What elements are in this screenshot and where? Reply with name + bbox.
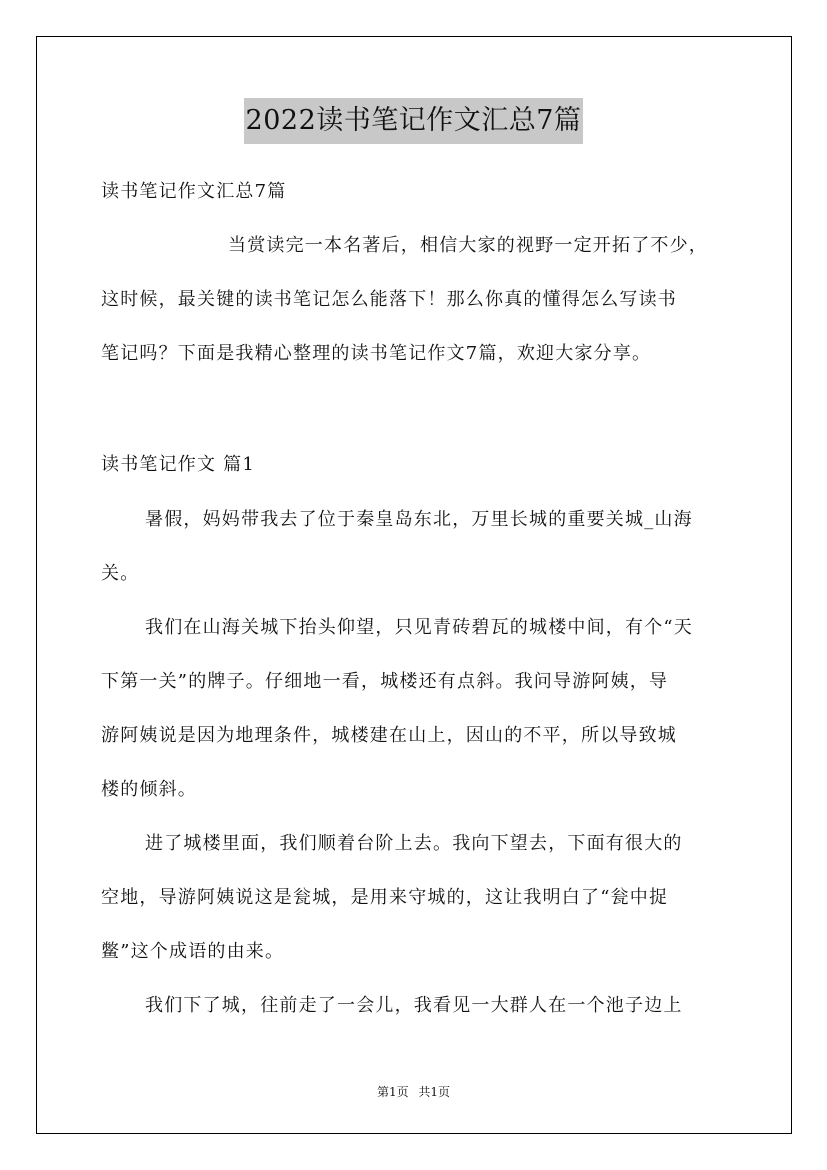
page-number: 第1页 <box>376 1085 409 1099</box>
body-line-10: 我们下了城，往前走了一会儿，我看见一大群人在一个池子边上 <box>145 995 683 1016</box>
page-footer <box>0 1083 827 1101</box>
title-container <box>0 98 827 144</box>
intro-line-1: 当赏读完一本名著后，相信大家的视野一定开拓了不少， <box>228 235 708 256</box>
body-line-3: 我们在山海关城下抬头仰望，只见青砖碧瓦的城楼中间，有个“天 <box>145 617 693 638</box>
body-line-9: 鳖”这个成语的由来。 <box>101 941 285 962</box>
intro-line-2: 这时候，最关键的读书笔记怎么能落下！那么你真的懂得怎么写读书 <box>101 289 677 310</box>
page-total: 共1页 <box>418 1085 451 1099</box>
body-line-6: 楼的倾斜。 <box>101 779 197 800</box>
body-line-7: 进了城楼里面，我们顺着台阶上去。我向下望去，下面有很大的 <box>145 833 683 854</box>
body-line-8: 空地，导游阿姨说这是瓮城，是用来守城的，这让我明白了“瓮中捉 <box>101 887 669 908</box>
body-line-4: 下第一关”的牌子。仔细地一看，城楼还有点斜。我问导游阿姨，导 <box>101 671 669 692</box>
section-heading: 读书笔记作文 篇1 <box>101 454 255 475</box>
subtitle: 读书笔记作文汇总7篇 <box>101 181 287 202</box>
intro-line-3: 笔记吗？下面是我精心整理的读书笔记作文7篇，欢迎大家分享。 <box>101 343 652 364</box>
document-title: 2022读书笔记作文汇总7篇 <box>244 98 584 144</box>
body-line-5: 游阿姨说是因为地理条件，城楼建在山上，因山的不平，所以导致城 <box>101 725 677 746</box>
body-line-1: 暑假，妈妈带我去了位于秦皇岛东北，万里长城的重要关城_山海 <box>145 509 693 530</box>
body-line-2: 关。 <box>101 563 140 584</box>
